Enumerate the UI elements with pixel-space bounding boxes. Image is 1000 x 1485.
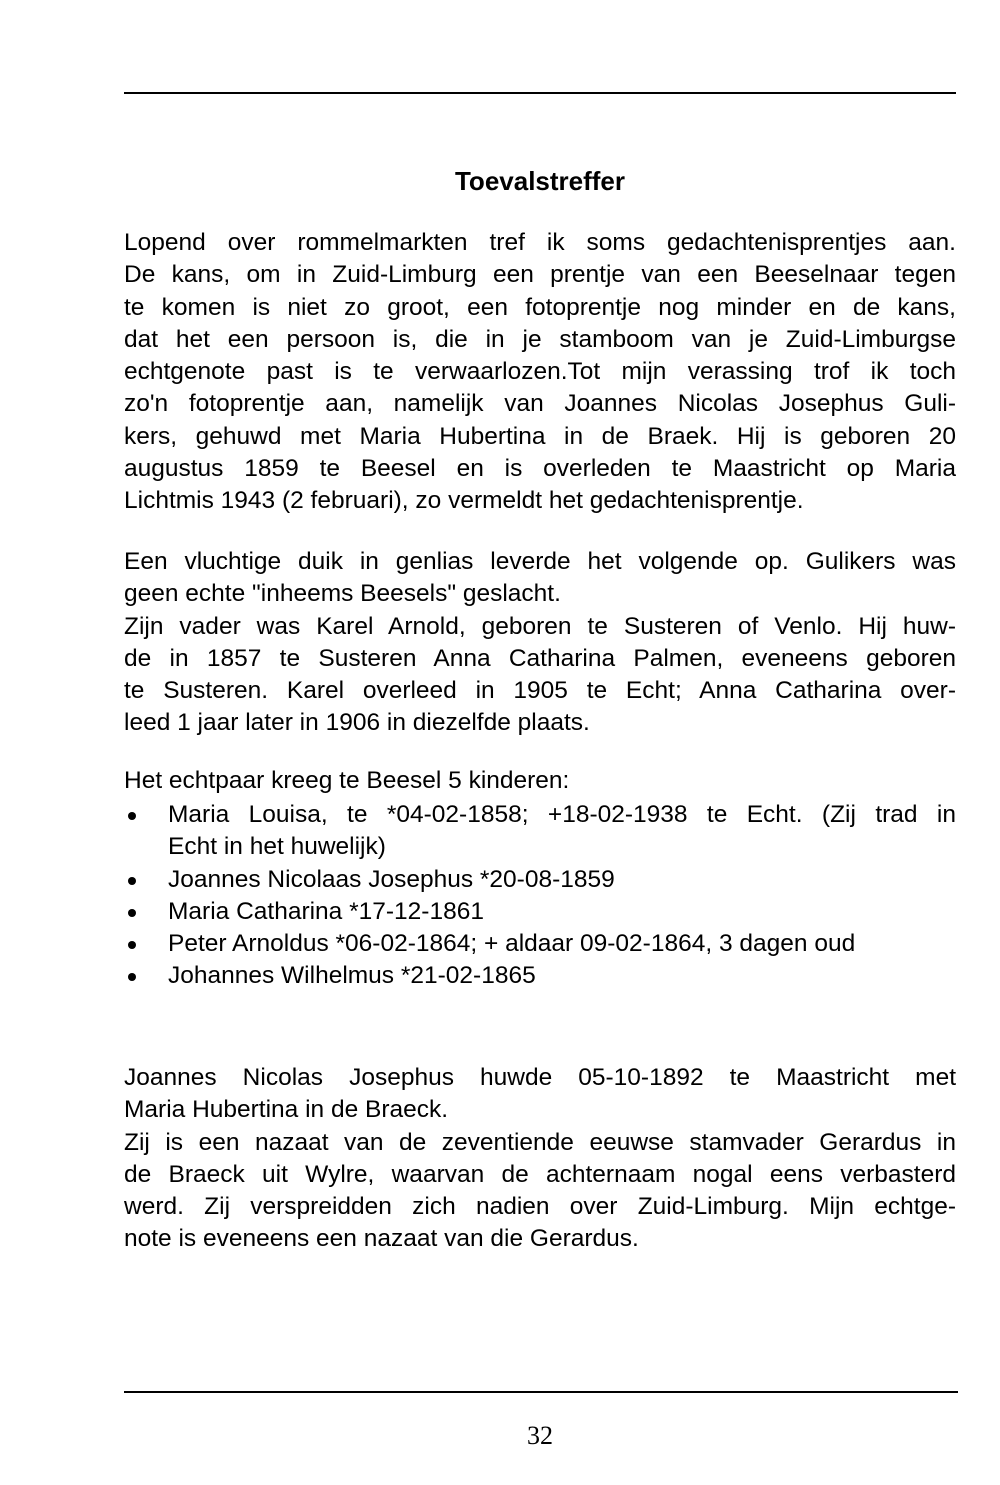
text-line: zo'n fotoprentje aan, namelijk van Joannes Nicolas Josephus Guli- <box>124 390 956 418</box>
text-line: echtgenote past is te verwaarlozen.Tot mijn verassing trof ik toch <box>124 358 956 386</box>
text-line: augustus 1859 te Beesel en is overleden te Maastricht op Maria <box>124 455 956 483</box>
bullet-icon <box>128 909 136 917</box>
paragraph-genealogy <box>124 546 956 740</box>
bullet-icon <box>128 941 136 949</box>
text-line: Lopend over rommelmarkten tref ik soms gedachtenisprentjes aan. <box>124 229 956 256</box>
text-line: te Susteren. Karel overleed in 1905 te Echt; Anna Catharina over- <box>124 677 956 705</box>
list-item <box>124 928 956 960</box>
text-line: Peter Arnoldus *06-02-1864; + aldaar 09-02-1864, 3 dagen oud <box>168 930 856 958</box>
text-line: dat het een persoon is, die in je stamboom van je Zuid-Limburgse <box>124 325 956 353</box>
bullet-icon <box>128 973 136 981</box>
list-item <box>124 864 956 896</box>
text-line: Maria Hubertina in de Braeck. <box>124 1096 449 1124</box>
text-line: te komen is niet zo groot, een fotoprentje nog minder en de kans, <box>124 293 956 321</box>
text-line: Maria Catharina *17-12-1861 <box>168 897 484 925</box>
list-item <box>124 896 956 928</box>
list-item <box>124 799 956 864</box>
text-line: note is eveneens een nazaat van die Gerardus. <box>124 1225 639 1253</box>
text-line: Zij is een nazaat van de zeventiende eeuwse stamvader Gerardus in <box>124 1128 956 1156</box>
paragraph-marriage <box>124 1062 956 1256</box>
text-line: Johannes Wilhelmus *21-02-1865 <box>168 962 536 990</box>
text-line: De kans, om in Zuid-Limburg een prentje van een Beeselnaar tegen <box>124 261 956 289</box>
text-line: Zijn vader was Karel Arnold, geboren te Susteren of Venlo. Hij huw- <box>124 612 956 640</box>
text-line: Joannes Nicolas Josephus huwde 05-10-1892 te Maastricht met <box>124 1064 956 1091</box>
paragraph-children-intro <box>124 765 956 797</box>
children-list <box>124 799 956 993</box>
text-line: de Braeck uit Wylre, waarvan de achternaam nogal eens verbasterd <box>124 1160 956 1188</box>
top-rule <box>124 92 956 94</box>
bullet-icon <box>128 877 136 885</box>
text-line: Joannes Nicolaas Josephus *20-08-1859 <box>168 865 615 893</box>
bottom-rule <box>124 1391 958 1393</box>
text-line: werd. Zij verspreidden zich nadien over Zuid-Limburg. Mijn echtge- <box>124 1193 956 1221</box>
text-line: Een vluchtige duik in genlias leverde het volgende op. Gulikers was <box>124 548 956 575</box>
list-item <box>124 960 956 992</box>
page-number: 32 <box>527 1421 553 1450</box>
text-line: de in 1857 te Susteren Anna Catharina Palmen, eveneens geboren <box>124 644 956 672</box>
text-line: Echt in het huwelijk) <box>168 833 386 861</box>
bullet-icon <box>128 812 136 820</box>
text-line: leed 1 jaar later in 1906 in diezelfde plaats. <box>124 709 590 737</box>
text-line: kers, gehuwd met Maria Hubertina in de Braek. Hij is geboren 20 <box>124 422 956 450</box>
text-line: Lichtmis 1943 (2 februari), zo vermeldt het gedachtenisprentje. <box>124 487 804 515</box>
paragraph-intro <box>124 227 956 518</box>
text-line: geen echte "inheems Beesels" geslacht. <box>124 580 561 608</box>
text-line: Het echtpaar kreeg te Beesel 5 kinderen: <box>124 767 570 794</box>
page-title: Toevalstreffer <box>454 166 626 196</box>
text-line: Maria Louisa, te *04-02-1858; +18-02-1938 te Echt. (Zij trad in <box>168 801 956 828</box>
